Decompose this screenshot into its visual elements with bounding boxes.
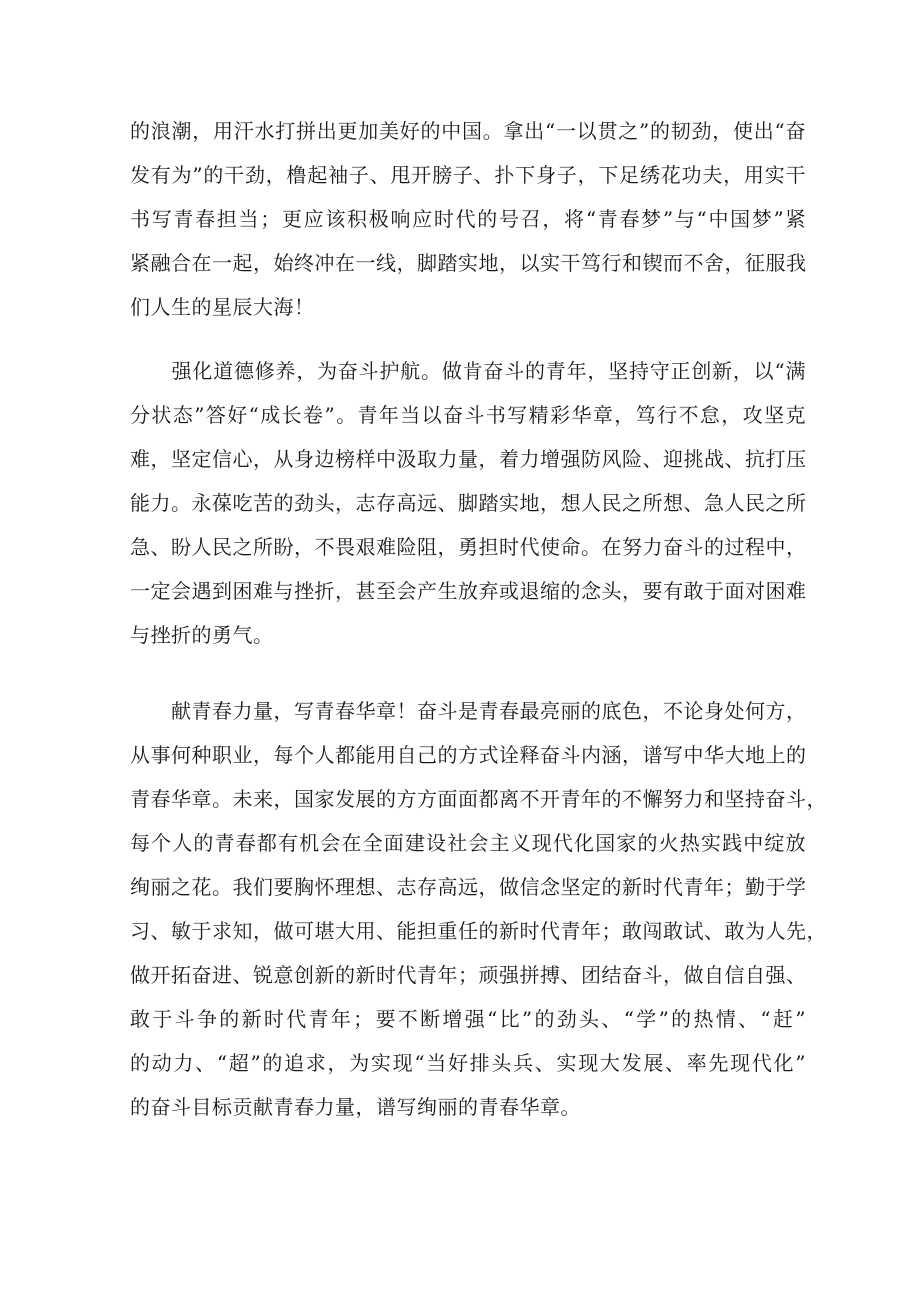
paragraph-line: 绚丽之花。我们要胸怀理想、志存高远，做信念坚定的新时代青年；勤于学 — [130, 875, 807, 899]
paragraph-line: 从事何种职业，每个人都能用自己的方式诠释奋斗内涵，谱写中华大地上的 — [130, 743, 807, 767]
paragraph-line: 书写青春担当；更应该积极响应时代的号召，将“青春梦”与“中国梦”紧 — [130, 207, 806, 231]
paragraph-line: 的奋斗目标贡献青春力量，谱写绚丽的青春华章。 — [130, 1095, 581, 1119]
paragraph-3 — [130, 689, 827, 1129]
paragraph-line: 难，坚定信心，从身边榜样中汲取力量，着力增强防风险、迎挑战、抗打压 — [130, 447, 807, 471]
paragraph-line: 一定会遇到困难与挫折，甚至会产生放弃或退缩的念头，要有敢于面对困难 — [130, 579, 807, 603]
paragraph-line: 做开拓奋进、锐意创新的新时代青年；顽强拼搏、团结奋斗，做自信自强、 — [130, 963, 807, 987]
paragraph-line: 们人生的星辰大海！ — [130, 295, 315, 319]
paragraph-line: 青春华章。未来，国家发展的方方面面都离不开青年的不懈努力和坚持奋斗， — [130, 787, 827, 811]
paragraph-line: 每个人的青春都有机会在全面建设社会主义现代化国家的火热实践中绽放 — [130, 831, 806, 855]
paragraph-line: 能力。永葆吃苦的劲头，志存高远、脚踏实地，想人民之所想、急人民之所 — [130, 491, 807, 515]
paragraph-line: 发有为”的干劲，橹起袖子、甩开膀子、扑下身子，下足绣花功夫，用实干 — [130, 163, 806, 187]
paragraph-line: 与挫折的勇气。 — [130, 623, 274, 647]
paragraph-line: 分状态”答好“成长卷”。青年当以奋斗书写精彩华章，笃行不怠，攻坚克 — [130, 403, 806, 427]
paragraph-line: 紧融合在一起，始终冲在一线，脚踏实地，以实干笃行和锲而不舍，征服我 — [130, 251, 807, 275]
paragraph-line: 的动力、“超”的追求，为实现“当好排头兵、实现大发展、率先现代化” — [130, 1051, 806, 1075]
paragraph-line: 敢于斗争的新时代青年；要不断增强“比”的劲头、“学”的热情、“赶” — [130, 1007, 806, 1031]
paragraph-line: 献青春力量，写青春华章！奋斗是青春最亮丽的底色，不论身处何方， — [130, 699, 807, 723]
paragraph-line: 的浪潮，用汗水打拼出更加美好的中国。拿出“一以贯之”的韧劲，使出“奋 — [130, 119, 806, 143]
paragraph-line: 习、敏于求知，做可堪大用、能担重任的新时代青年；敢闯敢试、敢为人先， — [130, 919, 827, 943]
paragraph-2 — [130, 349, 806, 657]
paragraph-line: 强化道德修养，为奋斗护航。做肯奋斗的青年，坚持守正创新，以“满 — [130, 359, 806, 383]
paragraph-line: 急、盼人民之所盼，不畏艰难险阻，勇担时代使命。在努力奋斗的过程中， — [130, 535, 807, 559]
paragraph-1 — [130, 109, 806, 329]
